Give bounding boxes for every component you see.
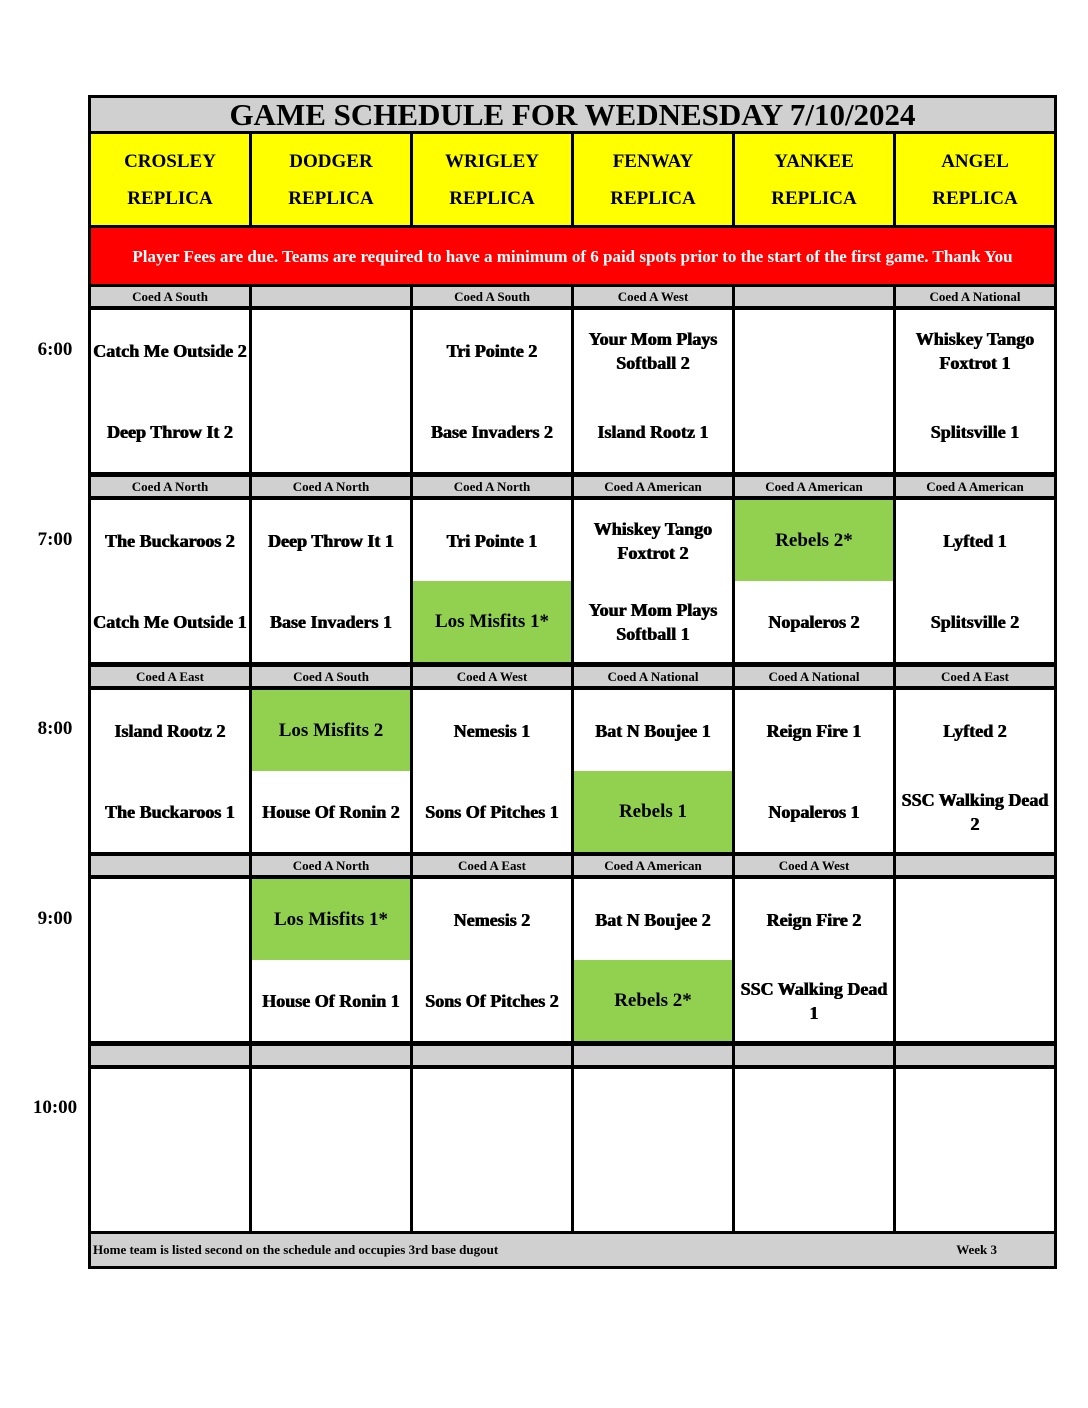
division-label: Coed A West [574,287,732,306]
game-cell [252,1069,410,1231]
week-label: Week 3 [956,1242,997,1257]
away-team [252,1069,410,1150]
away-team [91,1069,249,1150]
away-team: Bat N Boujee 1 [595,720,711,741]
division-label [896,1046,1054,1065]
field-name: CROSLEY [124,150,216,172]
division-label: Coed A East [896,667,1054,686]
away-team [574,1069,732,1150]
division-label [896,856,1054,875]
home-team: Splitsville 1 [930,421,1020,442]
game-cell [896,690,1054,852]
home-team [574,1150,732,1231]
division-label [413,1046,571,1065]
home-team: Catch Me Outside 1 [93,611,247,632]
game-cell [413,1069,571,1231]
home-team: Los Misfits 1* [413,581,571,662]
game-cell [91,879,249,1041]
home-team: The Buckaroos 1 [105,801,235,822]
away-team: Nemesis 2 [453,909,531,930]
division-label: Coed A West [735,856,893,875]
away-team: Lyfted 2 [943,720,1007,741]
home-team [91,1150,249,1231]
division-label: Coed A National [735,667,893,686]
game-cell [252,690,410,852]
home-team: SSC Walking Dead 2 [901,789,1049,834]
game-cell [574,1069,732,1231]
game-cell [252,500,410,662]
field-name: DODGER [289,150,373,172]
division-label: Coed A East [91,667,249,686]
player-fees-notice: Player Fees are due. Teams are required to have a minimum of 6 paid spots prior to the start of the first game. Thank You [91,228,1054,284]
home-team: Rebels 1 [574,771,732,852]
game-cell [735,879,893,1041]
home-team: Nopaleros 2 [768,611,860,632]
game-cell [413,500,571,662]
division-label [252,1046,410,1065]
away-team: Rebels 2* [735,500,893,581]
schedule-table [88,95,1057,1269]
field-header-1 [252,134,410,225]
home-team [735,391,893,472]
game-cell [413,310,571,472]
away-team: Los Misfits 1* [252,879,410,960]
division-label: Coed A American [574,477,732,496]
time-label: 7:00 [37,529,73,550]
home-team: Sons Of Pitches 1 [425,801,559,822]
division-label [735,287,893,306]
division-label: Coed A National [574,667,732,686]
game-cell [413,690,571,852]
time-label: 10:00 [32,1097,78,1118]
away-team: Tri Pointe 2 [446,340,538,361]
field-name: YANKEE [774,150,854,172]
game-cell [735,690,893,852]
game-cell [413,879,571,1041]
away-team: Whiskey Tango Foxtrot 2 [593,518,713,563]
home-team [252,391,410,472]
game-cell [574,879,732,1041]
away-team [413,1069,571,1150]
home-team: Base Invaders 1 [269,611,392,632]
time-label: 9:00 [37,908,73,929]
division-label: Coed A North [252,477,410,496]
away-team: Nemesis 1 [453,720,531,741]
home-team [91,960,249,1041]
away-team: Your Mom Plays Softball 2 [588,328,718,373]
home-team: Your Mom Plays Softball 1 [588,599,718,644]
game-cell [896,310,1054,472]
game-cell [735,1069,893,1231]
division-label: Coed A East [413,856,571,875]
home-team: SSC Walking Dead 1 [740,978,888,1023]
division-label: Coed A West [413,667,571,686]
field-name: WRIGLEY [445,150,539,172]
away-team: Tri Pointe 1 [446,530,538,551]
game-cell [91,1069,249,1231]
field-sub: REPLICA [127,187,213,209]
home-team: Deep Throw It 2 [107,421,233,442]
game-cell [896,1069,1054,1231]
game-cell [896,879,1054,1041]
division-label [91,856,249,875]
away-team [252,310,410,391]
home-team: Splitsville 2 [930,611,1020,632]
home-team [413,1150,571,1231]
away-team [896,1069,1054,1150]
division-label [735,1046,893,1065]
division-label: Coed A North [252,856,410,875]
game-cell [91,500,249,662]
game-cell [252,310,410,472]
away-team: Bat N Boujee 2 [595,909,711,930]
field-sub: REPLICA [771,187,857,209]
division-label: Coed A National [896,287,1054,306]
home-team: Rebels 2* [574,960,732,1041]
page-title: GAME SCHEDULE FOR WEDNESDAY 7/10/2024 [91,98,1054,131]
game-cell [252,879,410,1041]
game-cell [735,500,893,662]
division-label [574,1046,732,1065]
home-team-note: Home team is listed second on the schedule and occupies 3rd base dugout [93,1242,499,1257]
field-header-2 [413,134,571,225]
home-team [896,960,1054,1041]
field-header-3 [574,134,732,225]
away-team: Reign Fire 2 [766,909,862,930]
game-cell [574,310,732,472]
home-team [252,1150,410,1231]
away-team [91,879,249,960]
game-cell [896,500,1054,662]
field-header-5 [896,134,1054,225]
home-team: House Of Ronin 1 [262,990,400,1011]
time-label: 8:00 [37,718,73,739]
game-cell [574,500,732,662]
home-team: House Of Ronin 2 [262,801,400,822]
division-label: Coed A North [413,477,571,496]
division-label: Coed A South [413,287,571,306]
field-name: FENWAY [612,150,694,172]
division-label [91,1046,249,1065]
division-label: Coed A South [91,287,249,306]
game-cell [735,310,893,472]
away-team: The Buckaroos 2 [105,530,235,551]
home-team: Base Invaders 2 [430,421,553,442]
division-label: Coed A South [252,667,410,686]
away-team: Island Rootz 2 [114,720,226,741]
home-team: Nopaleros 1 [768,801,860,822]
division-label: Coed A American [896,477,1054,496]
away-team [735,1069,893,1150]
home-team [896,1150,1054,1231]
division-label [252,287,410,306]
time-label: 6:00 [37,339,73,360]
game-cell [574,690,732,852]
away-team: Los Misfits 2 [252,690,410,771]
home-team: Island Rootz 1 [597,421,709,442]
away-team: Lyfted 1 [943,530,1007,551]
field-sub: REPLICA [449,187,535,209]
field-sub: REPLICA [610,187,696,209]
division-label: Coed A American [574,856,732,875]
game-cell [91,310,249,472]
field-header-0 [91,134,249,225]
field-sub: REPLICA [288,187,374,209]
field-header-4 [735,134,893,225]
division-label: Coed A American [735,477,893,496]
home-team: Sons Of Pitches 2 [425,990,559,1011]
footer-bar [91,1234,1054,1266]
field-name: ANGEL [941,150,1009,172]
away-team: Catch Me Outside 2 [93,340,247,361]
away-team [735,310,893,391]
home-team [735,1150,893,1231]
away-team [896,879,1054,960]
division-label: Coed A North [91,477,249,496]
away-team: Reign Fire 1 [766,720,862,741]
field-sub: REPLICA [932,187,1018,209]
away-team: Whiskey Tango Foxtrot 1 [915,328,1035,373]
away-team: Deep Throw It 1 [268,530,394,551]
game-cell [91,690,249,852]
